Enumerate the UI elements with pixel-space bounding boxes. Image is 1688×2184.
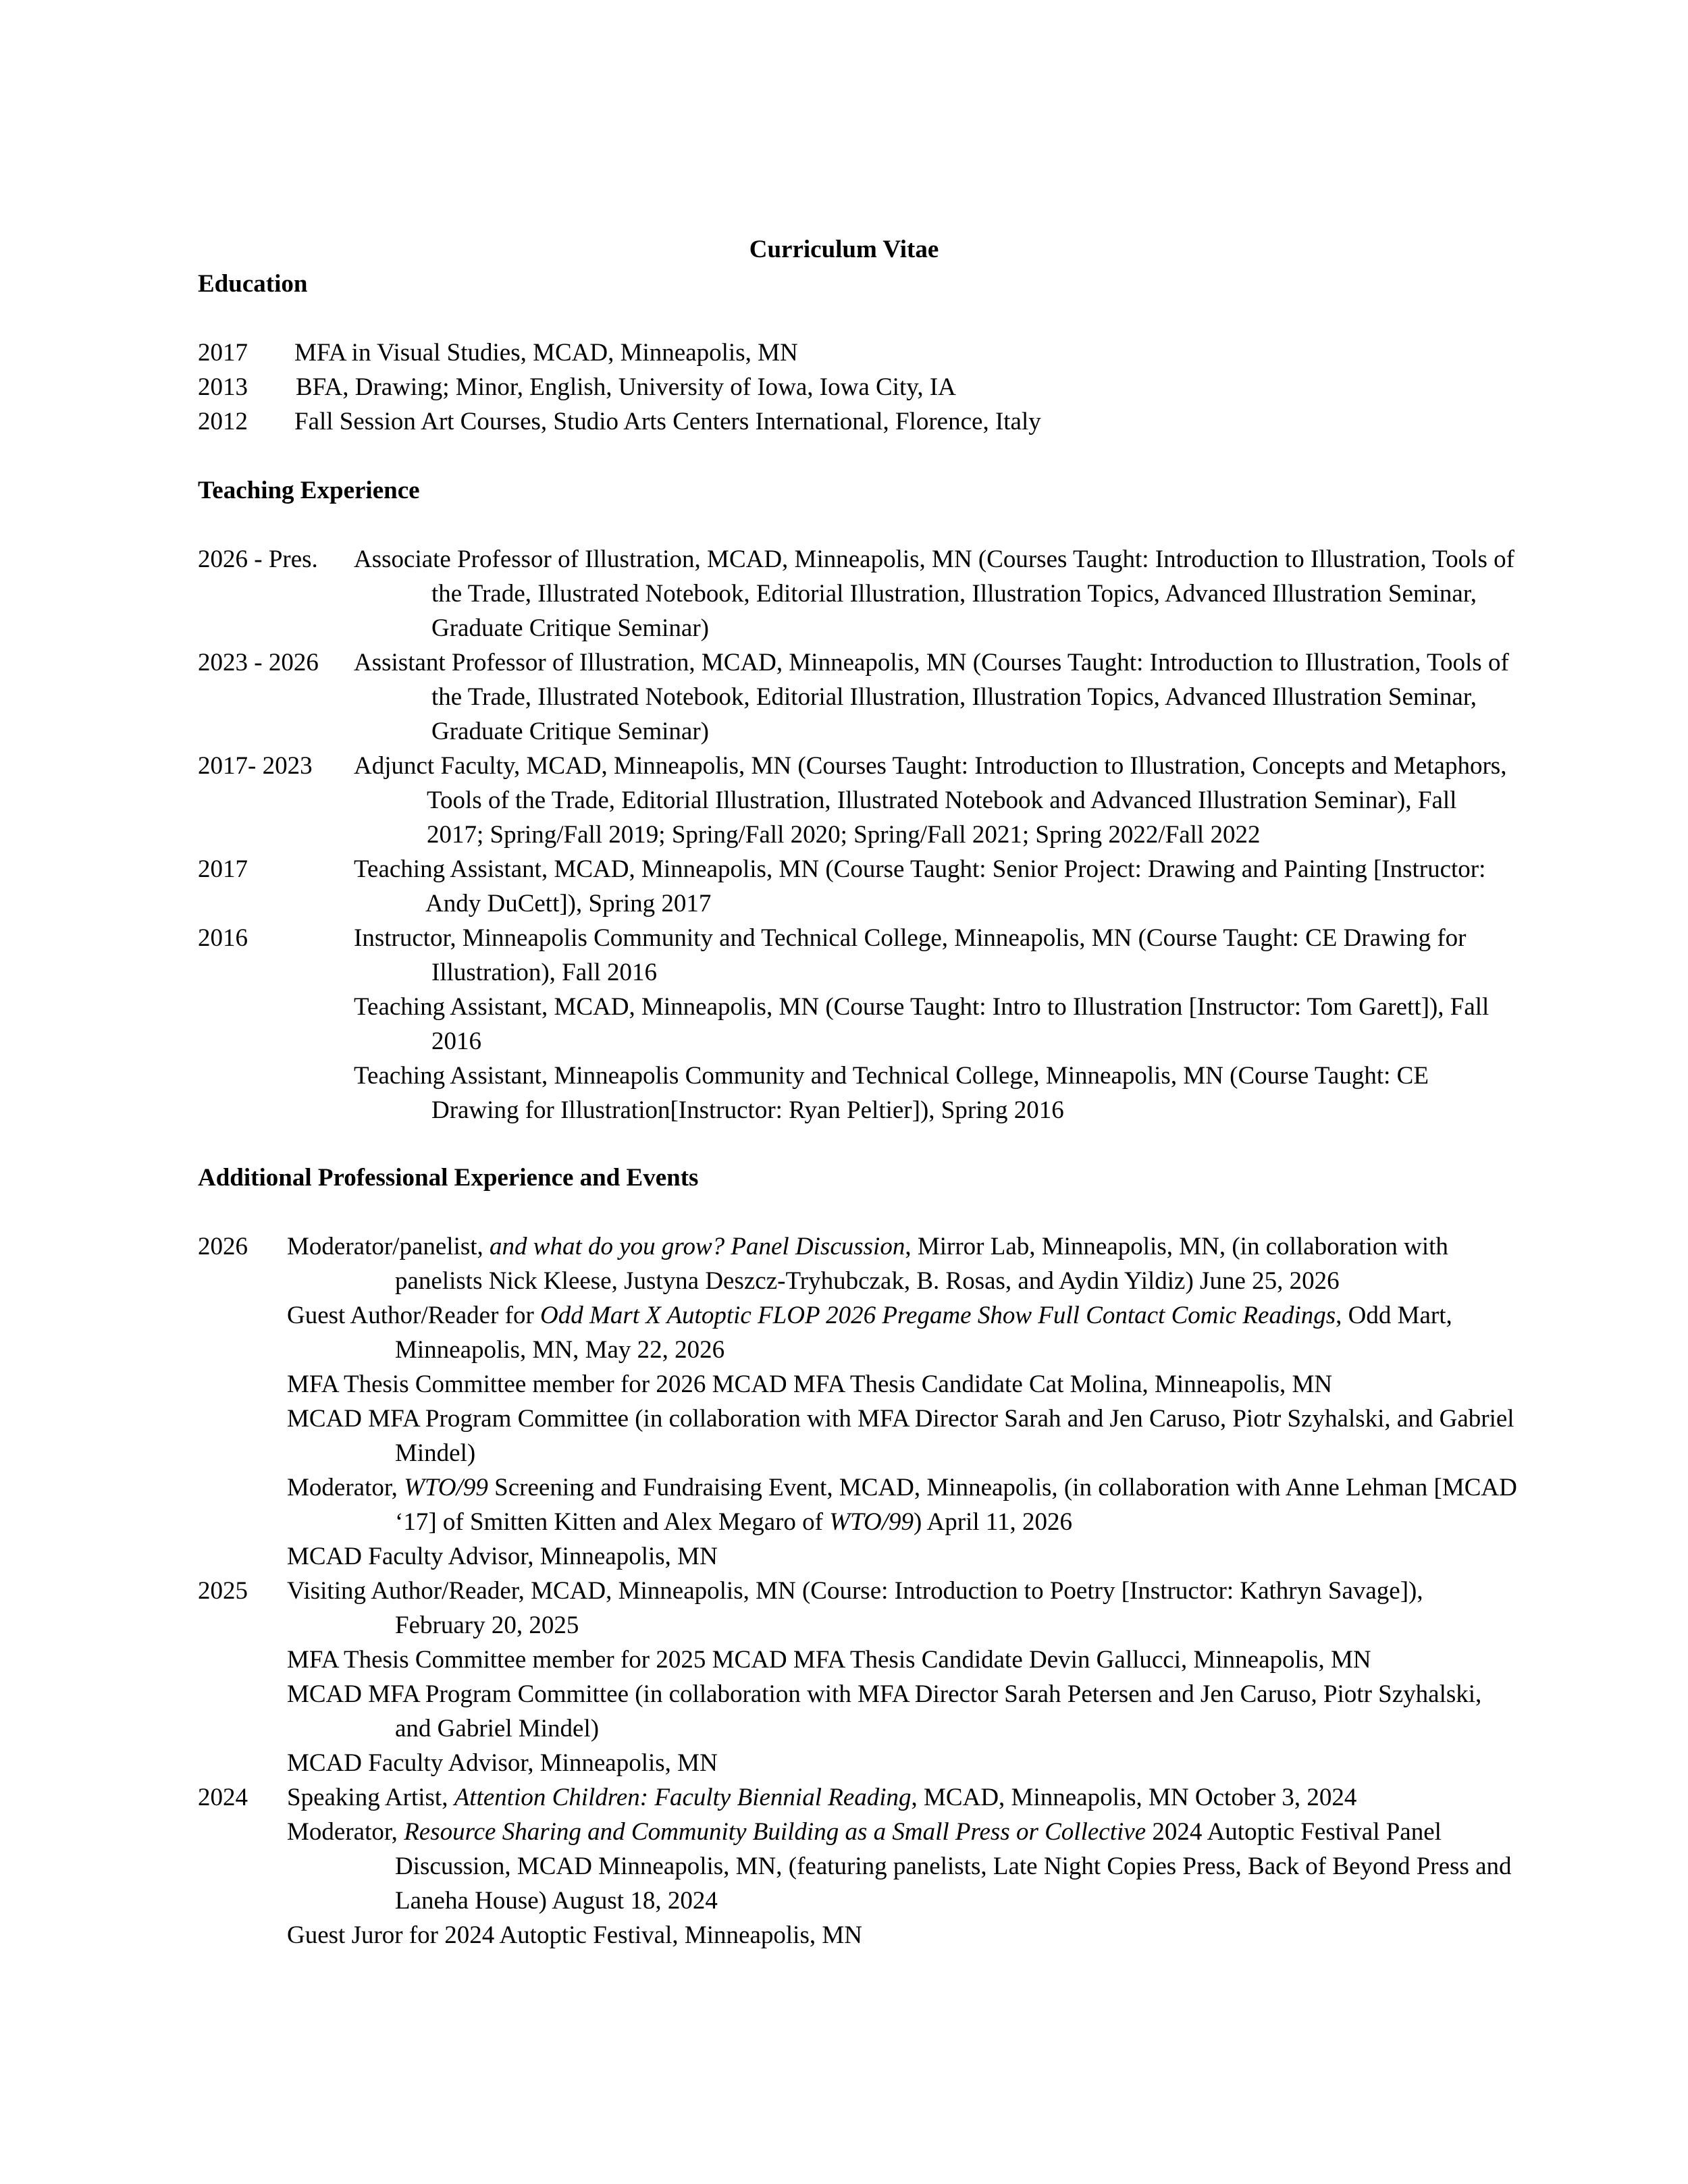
entry-year: 2024 [198, 1784, 248, 1811]
additional-entry [198, 1780, 1519, 1815]
teaching-entry [198, 542, 1519, 645]
entry-text: MCAD MFA Program Committee (in collaboration with MFA Director Sarah and Jen Caruso, Piotr Szyhalski, and Gabriel Mindel) [287, 1405, 1514, 1467]
entry-text: MCAD MFA Program Committee (in collaboration with MFA Director Sarah Petersen and Jen Caruso, Piotr Szyhalski, and Gabriel Mindel) [287, 1680, 1482, 1742]
teaching-heading: Teaching Experience [198, 477, 420, 504]
entry-text: Guest Author/Reader for Odd Mart X Autoptic FLOP 2026 Pregame Show Full Contact Comic Readings, Odd Mart, Minneapolis, MN, May 22, 2026 [287, 1302, 1452, 1364]
entry-text: MFA Thesis Committee member for 2025 MCAD MFA Thesis Candidate Devin Gallucci, Minneapolis, MN [287, 1646, 1371, 1674]
additional-list [198, 1229, 1519, 1952]
teaching-list [198, 542, 1519, 1127]
entry-text: Visiting Author/Reader, MCAD, Minneapolis, MN (Course: Introduction to Poetry [Instructor: Kathryn Savage]), February 20, 2025 [287, 1577, 1423, 1639]
entry-text: MCAD Faculty Advisor, Minneapolis, MN [287, 1543, 718, 1570]
teaching-entry [198, 852, 1519, 921]
additional-entry [198, 1539, 1519, 1574]
education-heading: Education [198, 270, 308, 298]
additional-entry [198, 1367, 1519, 1402]
entry-year: 2017 [198, 339, 248, 367]
entry-text: Adjunct Faculty, MCAD, Minneapolis, MN (Courses Taught: Introduction to Illustration, Concepts and Metaphors, Tools of the Trade, Editorial Illustration, Illustrated Notebook and Advanced Illustration Seminar), Fall 2017; Spring/Fall 2019; Spring/Fall 2020; Spring/Fall 2021; Spring 2022/Fall 2022 [354, 752, 1507, 849]
entry-year: 2026 [198, 1233, 248, 1260]
entry-text: Teaching Assistant, Minneapolis Community and Technical College, Minneapolis, MN (Course Taught: CE Drawing for Illustration[Instructor: Ryan Peltier]), Spring 2016 [354, 1062, 1429, 1124]
entry-year: 2012 [198, 408, 248, 435]
entry-text: Teaching Assistant, MCAD, Minneapolis, MN (Course Taught: Intro to Illustration [Instructor: Tom Garett]), Fall 2016 [354, 993, 1489, 1055]
entry-text: Speaking Artist, Attention Children: Faculty Biennial Reading, MCAD, Minneapolis, MN October 3, 2024 [287, 1784, 1357, 1811]
additional-entry [198, 1643, 1519, 1677]
document-title: Curriculum Vitae [749, 236, 939, 263]
entry-text: Fall Session Art Courses, Studio Arts Centers International, Florence, Italy [294, 408, 1041, 435]
teaching-entry [198, 749, 1519, 852]
entry-year: 2013 [198, 373, 248, 401]
additional-entry [198, 1677, 1519, 1746]
entry-text: MFA in Visual Studies, MCAD, Minneapolis, MN [294, 339, 798, 367]
entry-year: 2025 [198, 1577, 248, 1605]
entry-year: 2017 [198, 855, 248, 883]
entry-text: Instructor, Minneapolis Community and Technical College, Minneapolis, MN (Course Taught: CE Drawing for Illustration), Fall 2016 [354, 924, 1467, 986]
entry-text: Guest Juror for 2024 Autoptic Festival, Minneapolis, MN [287, 1921, 862, 1949]
entry-text: MFA Thesis Committee member for 2026 MCAD MFA Thesis Candidate Cat Molina, Minneapolis, MN [287, 1370, 1333, 1398]
entry-year: 2016 [198, 924, 248, 952]
additional-entry [198, 1574, 1519, 1643]
teaching-entry [198, 921, 1519, 990]
additional-entry [198, 1229, 1519, 1298]
additional-heading: Additional Professional Experience and Events [198, 1164, 699, 1192]
entry-text: Moderator, Resource Sharing and Community Building as a Small Press or Collective 2024 Autoptic Festival Panel Discussion, MCAD Minneapolis, MN, (featuring panelists, Late Night Copies Press, Back of Beyond Press and Laneha House) August 18, 2024 [287, 1818, 1512, 1915]
teaching-entry [198, 990, 1519, 1059]
entry-text: BFA, Drawing; Minor, English, University of Iowa, Iowa City, IA [296, 373, 956, 401]
teaching-entry [198, 1059, 1519, 1127]
entry-year: 2023 - 2026 [198, 649, 319, 676]
entry-text: Teaching Assistant, MCAD, Minneapolis, MN (Course Taught: Senior Project: Drawing and Painting [Instructor: Andy DuCett]), Spring 2017 [354, 855, 1486, 917]
education-entry [198, 404, 1519, 439]
additional-entry [198, 1402, 1519, 1470]
entry-text: Assistant Professor of Illustration, MCAD, Minneapolis, MN (Courses Taught: Introduction to Illustration, Tools of the Trade, Illustrated Notebook, Editorial Illustration, Illustration Topics, Advanced Illustration Seminar, Graduate Critique Seminar) [354, 649, 1509, 745]
entry-text: Moderator, WTO/99 Screening and Fundraising Event, MCAD, Minneapolis, (in collaboration with Anne Lehman [MCAD ‘17] of Smitten Kitten and Alex Megaro of WTO/99) April 11, 2026 [287, 1474, 1517, 1536]
teaching-entry [198, 645, 1519, 749]
entry-text: MCAD Faculty Advisor, Minneapolis, MN [287, 1749, 718, 1777]
education-entry [198, 370, 1519, 404]
additional-entry [198, 1746, 1519, 1780]
additional-entry [198, 1470, 1519, 1539]
entry-year: 2026 - Pres. [198, 545, 318, 573]
additional-entry [198, 1918, 1519, 1952]
education-entry [198, 336, 1519, 370]
entry-text: Moderator/panelist, and what do you grow? Panel Discussion, Mirror Lab, Minneapolis, MN, (in collaboration with panelists Nick Kleese, Justyna Deszcz-Tryhubczak, B. Rosas, and Aydin Yildiz) June 25, 2026 [287, 1233, 1448, 1295]
education-list [198, 336, 1519, 439]
entry-text: Associate Professor of Illustration, MCAD, Minneapolis, MN (Courses Taught: Introduction to Illustration, Tools of the Trade, Illustrated Notebook, Editorial Illustration, Illustration Topics, Advanced Illustration Seminar, Graduate Critique Seminar) [354, 545, 1514, 642]
additional-entry [198, 1815, 1519, 1918]
additional-entry [198, 1298, 1519, 1367]
entry-year: 2017- 2023 [198, 752, 313, 780]
